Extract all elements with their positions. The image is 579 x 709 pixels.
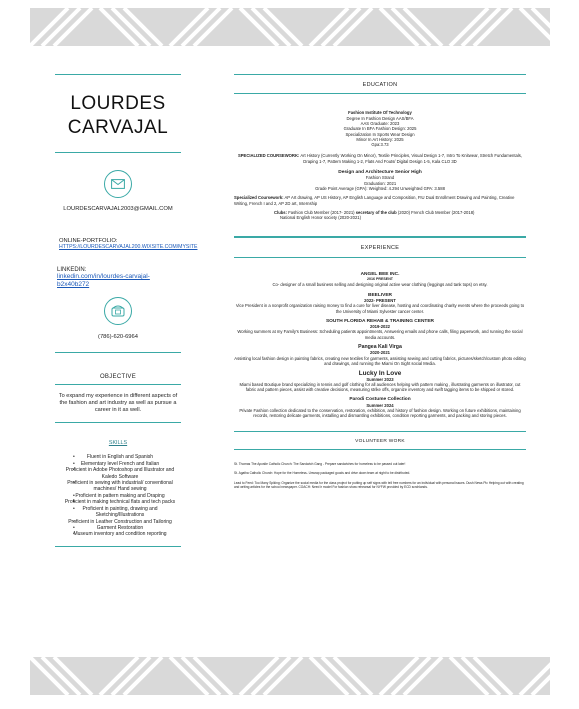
job-date: 2020-2021 (369, 350, 391, 356)
job-date: Summer 2024 (366, 402, 394, 408)
clubs-text: Fashion Club Member (2017- 2021) (288, 209, 355, 215)
school-line: Fashion Strand (365, 175, 395, 181)
decorative-bottom-band (30, 657, 550, 695)
skill-item: • Proficient in pattern making and Draping (63, 493, 177, 499)
coursework-1 (234, 153, 526, 164)
coursework-2 (234, 195, 526, 206)
name-line-2: CARVAJAL (67, 117, 169, 139)
skill-item: • Museum inventory and condition reporting (63, 531, 177, 537)
coursework-label: SPECIALIZED COURSEWORK: (237, 153, 300, 159)
job-date: 2022- PRESENT (364, 297, 396, 303)
portfolio-link[interactable]: HTTPS://LOURDESCARVAJAL200.WIXSITE.COM/MYSITE (59, 243, 198, 250)
job-desc: Miami based Boutique brand specializing in tennis and golf clothing for all audiences helping with pattern making , illustrating garments on illustrator, cut fabric and pattern pieces, assist with creative decisions, measuring strike offs, organize inventory and swift tagging items to be shipped or stored. (239, 381, 521, 393)
divider (234, 93, 526, 94)
education-school-1 (234, 110, 526, 147)
clubs-role: secretary of the club (355, 209, 397, 215)
main-column (234, 74, 526, 489)
school-line: AAS Graduate: 2023 (360, 120, 400, 126)
portfolio-label: ONLINE-PORTFOLIO: (59, 237, 118, 244)
education-school-2 (234, 170, 526, 191)
linkedin-label: LINKEDIN: (57, 266, 87, 273)
job-desc: Assisting local fashion design in painting fabrics, creating new textiles for garments, assisting sewing and cutting fabrics, pictures/sketch/custom photo editing and drawings, and running the Miami On Sight social Media. (234, 355, 526, 366)
job (234, 319, 526, 340)
school-line: Gpa:3.73 (371, 142, 389, 148)
skill-item: • Proficient in making technical flats and tech packs (63, 499, 177, 505)
coursework-text: Art History (Currently Working On Minor), Textile Principles, Visual Design 1-7, Intro To Knitwear, Stretch Fundamentals, Draping 1-7, Pattern Making 1-2, Flats And Fouts/ Digital Design 1-5, Kala CLO 3D (300, 153, 523, 164)
job-desc: Working summers at my Family's Business: Scheduling patients appointments, Answering emails and phone calls, filing paperwork, and running the social media accounts. (237, 329, 523, 340)
coursework-text: AP Art drawing, AP US History, AP English Language and Composition, FIU Dual Enrollment Drawing and Painting, Creative Writing, French I and 2, AP 2D art, Internship (234, 195, 515, 206)
skill-item: • Proficient in Leather Construction and Tailoring (63, 519, 177, 525)
skill-item: • Elementary level French and Italian (63, 461, 177, 467)
phone-icon (104, 297, 132, 325)
objective-text: To expand my experience in different aspects of the fashion and art industry as well as pursue a career in it as well. (58, 393, 178, 414)
job (234, 345, 526, 366)
job-org: Parodi Costume Collection (349, 397, 411, 403)
volunteer-item: St. Thomas The Apostle Catholic Church: The Sandwich Gang - Prepare sandwiches for homeless to be passed out later! (234, 462, 406, 466)
job (234, 371, 526, 392)
divider (55, 546, 181, 547)
clubs-label: Clubs: (274, 209, 288, 215)
school-name: Fashion Institute Of Technology (348, 110, 412, 116)
skill-item: • Proficient in sewing with industrial/ conventional machines/ Hand sewing (63, 480, 177, 493)
phone-number: (786)-620-6964 (98, 333, 138, 340)
divider (55, 74, 181, 75)
divider (234, 449, 526, 450)
school-line: Specialization In Sports Wear Design (345, 131, 415, 137)
skill-item: • Proficient in painting, drawing and Sketching/Illustrations (63, 506, 177, 519)
job-org: BEELIVER (368, 292, 392, 298)
decorative-top-band (30, 8, 550, 46)
school-line: Grade Point Average (GPA): Weighted: 4.294 Unweighted GPA: 3.588 (315, 185, 445, 191)
school-line: Minor In Art History: 2025 (356, 136, 404, 142)
job (234, 272, 526, 288)
job-desc: Co- designer of a small business selling and designing original active wear clothing (leggings and tank tops) on etsy. (272, 282, 488, 288)
job-org: Pangea Kali Virga (358, 344, 402, 351)
job-date: 2019-2022 (369, 324, 391, 330)
job-desc: Vice President in a nonprofit organization raising money to find a cure for liver disease, hosting and coordinating charity events where the proceeds going to the University of Miami Sylvester cancer center. (235, 303, 525, 314)
school-line: Degree In Fashion Design AAS/BFA (346, 115, 414, 121)
education-title: EDUCATION (362, 82, 398, 89)
linkedin-link[interactable]: linkedin.com/in/lourdes-carvajal-b2x40b272 (57, 272, 150, 288)
objective-title: OBJECTIVE (99, 374, 137, 381)
skill-item: • Fluent in English and Spanish (63, 454, 177, 460)
job (234, 397, 526, 418)
divider (55, 384, 181, 385)
volunteer-item: Lead to Feed: Too Many Spiking: Organize the social media for the class project for putting up self signs with tell free numbers for an individual with personal issues. Dush News Pic Helping out with creating and writing articles for the school newspaper. COACH: Need ir model For fashion show rehearsal for NYFW provided by ECD scrchlands. (234, 480, 524, 489)
divider (234, 257, 526, 258)
stripe-pattern-top (30, 8, 550, 46)
job-org: ANGEL BEE INC. (360, 271, 400, 277)
clubs-text: National English Honor society (2020-2021) (280, 215, 362, 221)
candidate-name (55, 92, 181, 140)
skills-list (55, 454, 181, 537)
coursework-label: Specialized Coursework: (234, 195, 284, 201)
sidebar (55, 74, 198, 547)
school-name: Design and Architecture Senior High (338, 170, 422, 176)
envelope-icon (104, 170, 132, 198)
email-text: LOURDESCARVAJAL2003@GMAIL.COM (63, 206, 173, 213)
school-line: Graduate In BFA Fashion Design: 2025 (343, 126, 417, 132)
stripe-pattern-bottom (30, 657, 550, 695)
skills-title: SKILLS (108, 440, 128, 447)
clubs-text: (2020) French Club Member (2017-2018) (397, 209, 475, 215)
school-line: Graduation: 2021 (363, 180, 397, 186)
clubs (234, 210, 526, 221)
volunteer-item: St. Agatha Catholic Church: Hope for the Homeless- Unwrap packaged goods and drive down team at night to be distributed. (234, 471, 411, 476)
skill-item: • Proficient in Adobe Photoshop and Illustrator and Kaledo Software (63, 467, 177, 480)
name-line-1: LOURDES (70, 93, 166, 115)
job-date: 2016 PRESENT (367, 277, 393, 282)
job-org: SOUTH FLORIDA REHAB & TRAINING CENTER (325, 318, 435, 324)
skill-item: • Garment Restoration (63, 525, 177, 531)
job-org: Lucky In Love (358, 370, 402, 378)
volunteer-title: VOLUNTEER WORK (355, 438, 405, 444)
experience-title: EXPERIENCE (360, 244, 400, 251)
job (234, 293, 526, 314)
job-desc: Private Fashion collection dedicated to the conservation, restoration, exhibition, and history of fashion design. Working on future exhibitions, maintaining records, restoring delicate garments, installing and dismantling exhibitions, condition reporting garments, and packing and storing pieces. (239, 408, 521, 419)
job-date: Summer 2023 (366, 376, 394, 382)
